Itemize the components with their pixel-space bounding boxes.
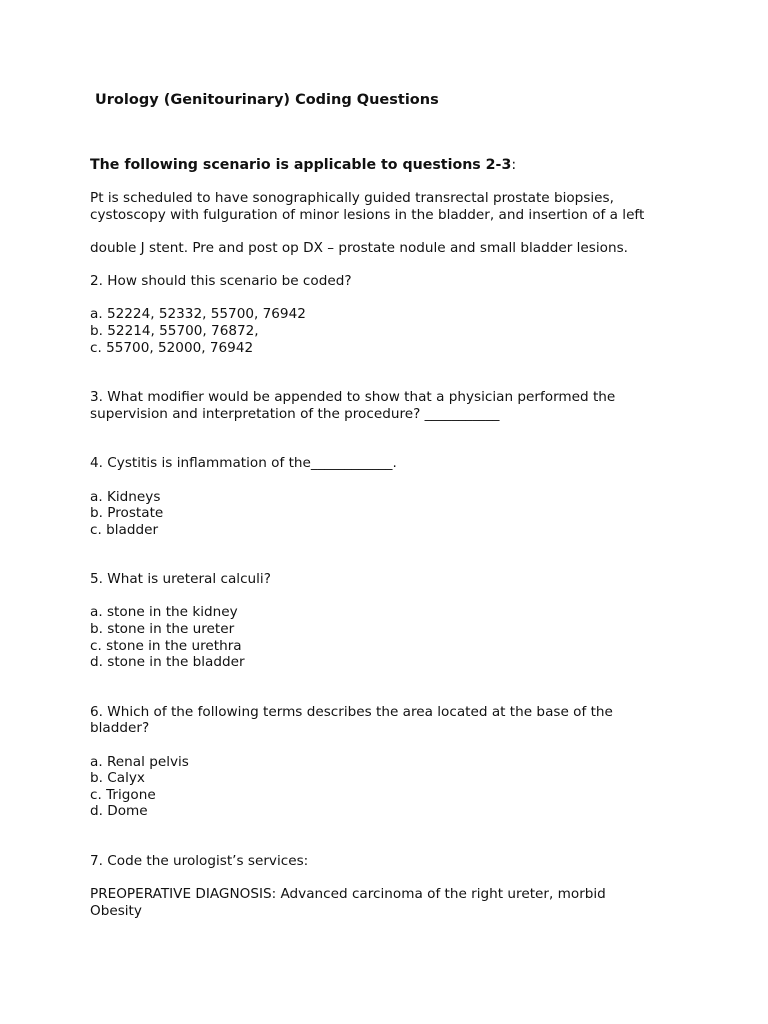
document-title: Urology (Genitourinary) Coding Questions: [95, 92, 439, 108]
question-6-text: 6. Which of the following terms describes the area located at the base of the: [90, 703, 613, 720]
question-3-text: 3. What modifier would be appended to show that a physician performed the: [90, 389, 616, 406]
scenario-heading: [90, 157, 690, 174]
question-4-option-b: b. Prostate: [90, 505, 164, 522]
preop-diagnosis-line-cont: Obesity: [90, 902, 142, 919]
question-7-text: 7. Code the urologist’s services:: [90, 853, 309, 869]
question-2-option-b: b. 52214, 55700, 76872,: [90, 322, 259, 339]
question-5-option-d: d. stone in the bladder: [90, 654, 245, 671]
question-2-text: 2. How should this scenario be coded?: [90, 273, 352, 290]
question-2-option-c: c. 55700, 52000, 76942: [90, 339, 254, 356]
question-5-option-a: a. stone in the kidney: [90, 604, 238, 621]
question-6-option-a: a. Renal pelvis: [90, 753, 189, 770]
question-5-option-c: c. stone in the urethra: [90, 637, 242, 654]
scenario-line: Pt is scheduled to have sonographically guided transrectal prostate biopsies,: [90, 190, 614, 207]
question-6-text-cont: bladder?: [90, 720, 150, 737]
document-body: [90, 157, 690, 919]
question-6-option-d: d. Dome: [90, 803, 148, 820]
question-4-text: 4. Cystitis is inflammation of the____________.: [90, 455, 397, 472]
preop-diagnosis-line: PREOPERATIVE DIAGNOSIS: Advanced carcinoma of the right ureter, morbid: [90, 886, 606, 903]
scenario-line: cystoscopy with fulguration of minor lesions in the bladder, and insertion of a left: [90, 206, 645, 223]
question-5-text: 5. What is ureteral calculi?: [90, 571, 271, 588]
question-5-option-b: b. stone in the ureter: [90, 621, 235, 638]
question-4-option-a: a. Kidneys: [90, 488, 161, 505]
question-6-option-b: b. Calyx: [90, 770, 145, 787]
question-2-option-a: a. 52224, 52332, 55700, 76942: [90, 306, 306, 323]
question-6-option-c: c. Trigone: [90, 786, 156, 803]
question-4-option-c: c. bladder: [90, 521, 159, 538]
scenario-heading-text: The following scenario is applicable to questions 2-3: [90, 157, 512, 173]
question-3-text-cont: supervision and interpretation of the procedure? ___________: [90, 405, 500, 422]
scenario-line: double J stent. Pre and post op DX – prostate nodule and small bladder lesions.: [90, 239, 628, 256]
scenario-heading-colon: :: [511, 157, 517, 173]
